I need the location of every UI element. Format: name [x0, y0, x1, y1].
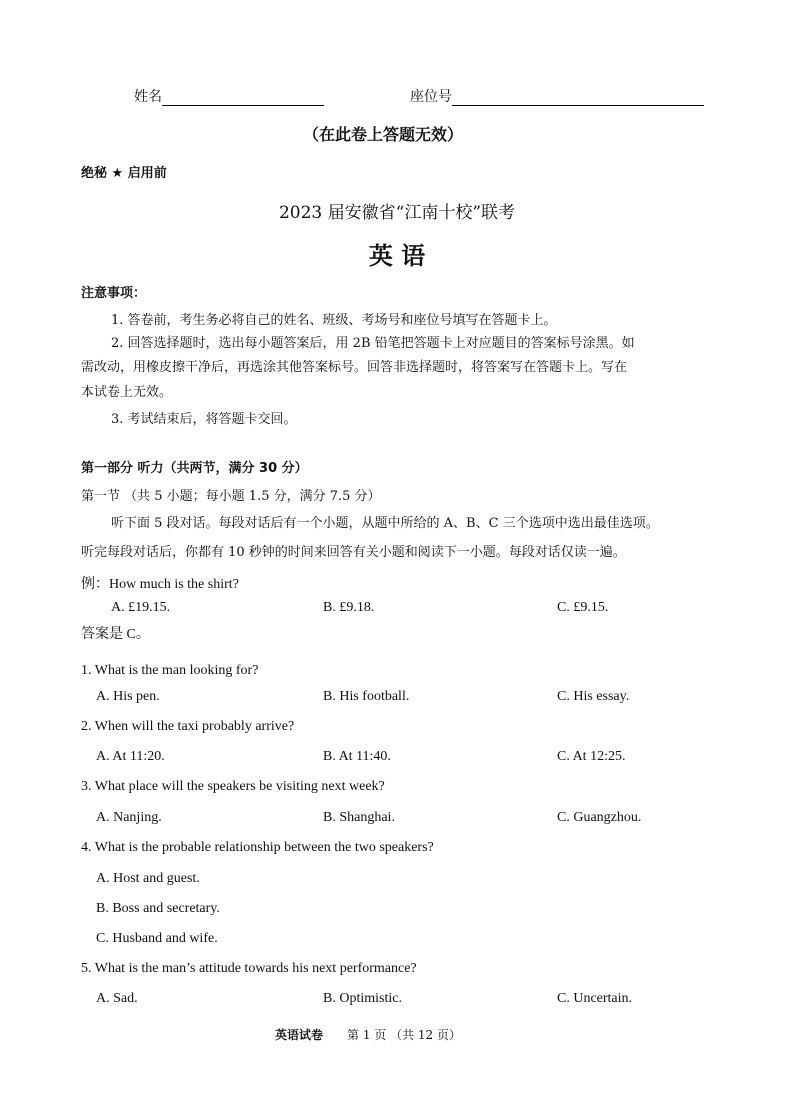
seat-field-row	[410, 86, 704, 106]
q3-option-b[interactable]: B. Shanghai.	[323, 810, 395, 825]
exam-title: 2023 届安徽省“江南十校”联考	[278, 203, 516, 223]
invalid-notice: （在此卷上答题无效）	[303, 125, 464, 144]
example-answer: 答案是 C。	[81, 627, 150, 642]
q1-option-a[interactable]: A. His pen.	[96, 689, 160, 704]
secret-mark: 绝秘 ★ 启用前	[81, 166, 167, 181]
note-2-cont: 需改动，用橡皮擦干净后，再选涂其他答案标号。回答非选择题时，将答案写在答题卡上。写在	[81, 360, 628, 375]
q2-option-a[interactable]: A. At 11:20.	[96, 749, 165, 764]
footer-subject: 英语试卷	[275, 1028, 324, 1042]
example-option-b: B. £9.18.	[323, 600, 375, 615]
q2-option-c[interactable]: C. At 12:25.	[557, 749, 626, 764]
q5-option-b[interactable]: B. Optimistic.	[323, 991, 402, 1006]
question-5: 5. What is the man’s attitude towards his next performance?	[81, 961, 417, 976]
footer-page: 第 1 页 （共 12 页）	[347, 1028, 461, 1042]
note-3: 3. 考试结束后，将答题卡交回。	[111, 412, 297, 427]
question-4: 4. What is the probable relationship between the two speakers?	[81, 840, 434, 855]
name-label: 姓名	[134, 89, 162, 105]
part1-title: 第一部分 听力（共两节，满分 30 分）	[81, 461, 308, 476]
seat-label: 座位号	[410, 89, 452, 105]
q5-option-c[interactable]: C. Uncertain.	[557, 991, 633, 1006]
example-option-a: A. £19.15.	[111, 600, 171, 615]
instructions-line-1: 听下面 5 段对话。每段对话后有一个小题，从题中所给的 A、B、C 三个选项中选出最佳选项。	[111, 516, 659, 531]
seat-blank	[452, 89, 704, 106]
q4-option-c[interactable]: C. Husband and wife.	[96, 931, 218, 946]
q5-option-a[interactable]: A. Sad.	[96, 991, 138, 1006]
instructions-line-2: 听完每段对话后，你都有 10 秒钟的时间来回答有关小题和阅读下一小题。每段对话仅读一遍。	[81, 545, 626, 560]
subject-title: 英 语	[368, 242, 426, 270]
q3-option-a[interactable]: A. Nanjing.	[96, 810, 162, 825]
q3-option-c[interactable]: C. Guangzhou.	[557, 810, 642, 825]
section1-title: 第一节 （共 5 小题；每小题 1.5 分，满分 7.5 分）	[81, 489, 381, 504]
example-option-c: C. £9.15.	[557, 600, 609, 615]
q4-option-b[interactable]: B. Boss and secretary.	[96, 901, 220, 916]
note-1: 1. 答卷前，考生务必将自己的姓名、班级、考场号和座位号填写在答题卡上。	[111, 313, 557, 328]
note-2: 2. 回答选择题时，选出每小题答案后，用 2B 铅笔把答题卡上对应题目的答案标号涂黑。如	[111, 336, 635, 351]
name-field-row	[134, 86, 324, 106]
q1-option-c[interactable]: C. His essay.	[557, 689, 630, 704]
note-2-end: 本试卷上无效。	[81, 385, 173, 400]
q1-option-b[interactable]: B. His football.	[323, 689, 410, 704]
notes-heading: 注意事项：	[81, 286, 147, 301]
example-question: 例：How much is the shirt?	[81, 577, 239, 592]
question-2: 2. When will the taxi probably arrive?	[81, 719, 295, 734]
q4-option-a[interactable]: A. Host and guest.	[96, 871, 200, 886]
question-1: 1. What is the man looking for?	[81, 663, 259, 678]
question-3: 3. What place will the speakers be visiting next week?	[81, 779, 385, 794]
q2-option-b[interactable]: B. At 11:40.	[323, 749, 391, 764]
name-blank	[162, 89, 324, 106]
